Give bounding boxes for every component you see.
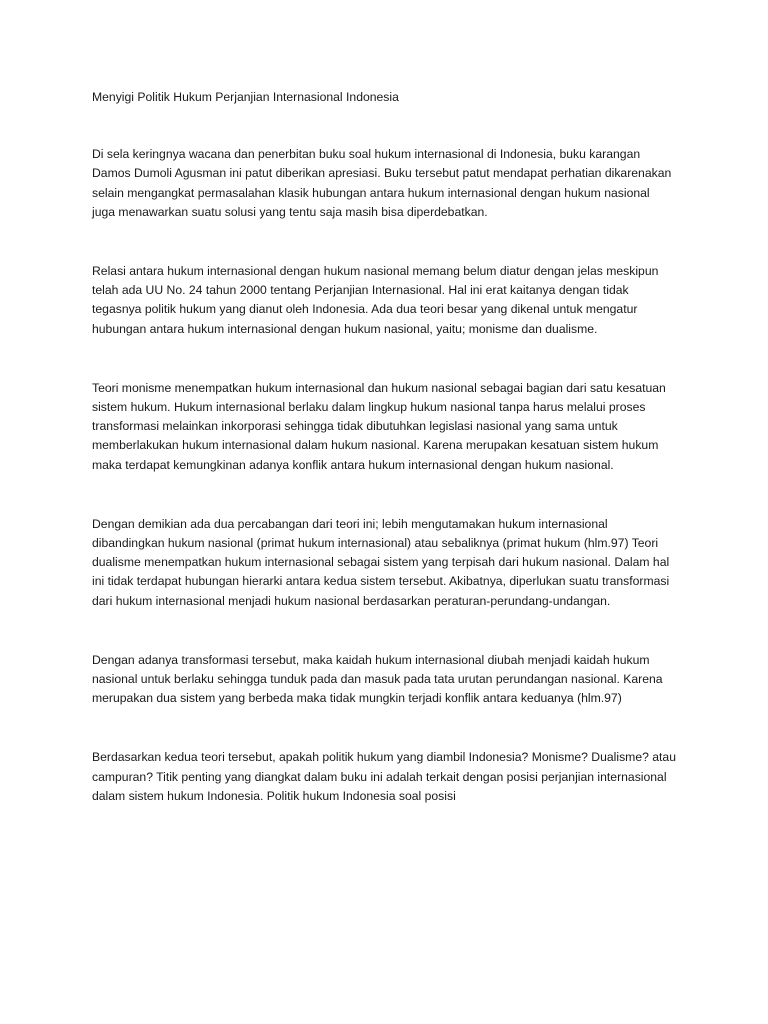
paragraph-5: Dengan adanya transformasi tersebut, maka kaidah hukum internasional diubah menjadi kaidah hukum nasional untuk berlaku sehingga tunduk pada dan masuk pada tata urutan perundangan nasional. Karena merupakan dua sistem yang berbeda maka tidak mungkin terjadi konflik antara keduanya (hlm.97): [92, 652, 663, 706]
paragraph-3: Teori monisme menempatkan hukum internasional dan hukum nasional sebagai bagian dari satu kesatuan sistem hukum. Hukum internasional berlaku dalam lingkup hukum nasional tanpa harus melalui proses transformasi melainkan inkorporasi sehingga tidak dibutuhkan legislasi nasional yang sama untuk memberlakukan hukum internasional dalam hukum nasional. Karena merupakan kesatuan sistem hukum maka terdapat kemungkinan adanya konflik antara hukum internasional dengan hukum nasional.: [92, 380, 666, 472]
paragraph-2: Relasi antara hukum internasional dengan hukum nasional memang belum diatur dengan jelas meskipun telah ada UU No. 24 tahun 2000 tentang Perjanjian Internasional. Hal ini erat kaitanya dengan tidak tegasnya politik hukum yang dianut oleh Indonesia. Ada dua teori besar yang dikenal untuk mengatur hubungan antara hukum internasional dengan hukum nasional, yaitu; monisme dan dualisme.: [92, 264, 659, 336]
paragraph-4: Dengan demikian ada dua percabangan dari teori ini; lebih mengutamakan hukum internasional dibandingkan hukum nasional (primat hukum internasional) atau sebaliknya (primat hukum (hlm.97) Teori dualisme menempatkan hukum internasional sebagai sistem yang terpisah dari hukum nasional. Dalam hal ini tidak terdapat hubungan hierarki antara kedua sistem tersebut. Akibatnya, diperlukan suatu transformasi dari hukum internasional menjadi hukum nasional berdasarkan peraturan-perundang-undangan.: [92, 516, 670, 608]
paragraph-1: Di sela keringnya wacana dan penerbitan buku soal hukum internasional di Indonesia, buku karangan Damos Dumoli Agusman ini patut diberikan apresiasi. Buku tersebut patut mendapat perhatian dikarenakan selain mengangkat permasalahan klasik hubungan antara hukum internasional dengan hukum nasional juga menawarkan suatu solusi yang tentu saja masih bisa diperdebatkan.: [92, 147, 672, 219]
document-title: Menyigi Politik Hukum Perjanjian Internasional Indonesia: [92, 90, 399, 104]
paragraph-6: Berdasarkan kedua teori tersebut, apakah politik hukum yang diambil Indonesia? Monisme? Dualisme? atau campuran? Titik penting yang diangkat dalam buku ini adalah terkait dengan posisi perjanjian internasional dalam sistem hukum Indonesia. Politik hukum Indonesia soal posisi: [92, 750, 676, 803]
